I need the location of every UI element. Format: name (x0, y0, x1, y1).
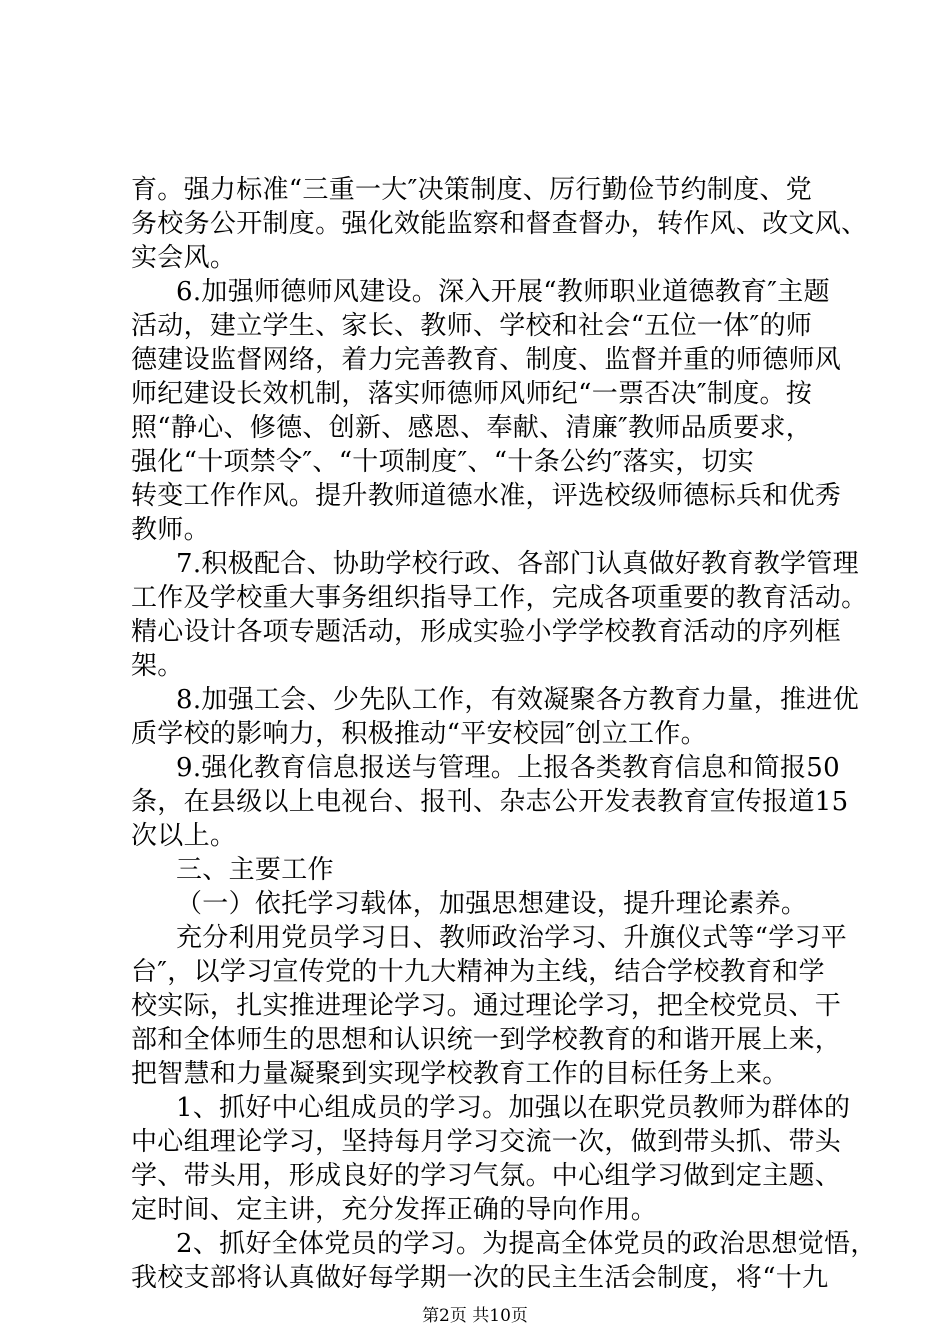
text-line: 务校务公开制度。强化效能监察和督查督办，转作风、改文风、 (131, 209, 868, 239)
text-line: 6.加强师德师风建设。深入开展“教师职业道德教育″主题 (176, 277, 830, 307)
text-line: 1、抓好中心组成员的学习。加强以在职党员教师为群体的 (176, 1093, 851, 1123)
text-line: 我校支部将认真做好每学期一次的民主生活会制度，将“十九 (131, 1263, 829, 1293)
text-line: 条，在县级以上电视台、报刊、杂志公开发表教育宣传报道15 (131, 787, 849, 817)
text-line: 部和全体师生的思想和认识统一到学校教育的和谐开展上来， (131, 1025, 842, 1055)
text-line: 工作及学校重大事务组织指导工作，完成各项重要的教育活动。 (131, 583, 868, 613)
text-line: 质学校的影响力，积极推动“平安校园″创立工作。 (131, 719, 707, 749)
text-line: 8.加强工会、少先队工作，有效凝聚各方教育力量，推进优 (176, 685, 859, 715)
text-line: 转变工作作风。提升教师道德水准，评选校级师德标兵和优秀 (131, 481, 842, 511)
section-heading: 三、主要工作 (176, 855, 334, 885)
text-line: 台″，以学习宣传党的十九大精神为主线，结合学校教育和学 (131, 957, 825, 987)
text-line: 架。 (131, 651, 184, 681)
text-line: 活动，建立学生、家长、教师、学校和社会“五位一体″的师 (131, 311, 813, 341)
text-line: 校实际，扎实推进理论学习。通过理论学习，把全校党员、干 (131, 991, 842, 1021)
text-line: 充分利用党员学习日、教师政治学习、升旗仪式等“学习平 (176, 923, 848, 953)
text-line: 实会风。 (131, 243, 237, 273)
text-line: 次以上。 (131, 821, 237, 851)
text-line: 9.强化教育信息报送与管理。上报各类教育信息和简报50 (176, 753, 840, 783)
text-line: 2、抓好全体党员的学习。为提高全体党员的政治思想觉悟， (176, 1229, 877, 1259)
text-line: 师纪建设长效机制，落实师德师风师纪“一票否决″制度。按 (131, 379, 813, 409)
text-line: 7.积极配合、协助学校行政、各部门认真做好教育教学管理 (176, 549, 859, 579)
text-line: 德建设监督网络，着力完善教育、制度、监督并重的师德师风 (131, 345, 842, 375)
text-line: 中心组理论学习，坚持每月学习交流一次，做到带头抓、带头 (131, 1127, 842, 1157)
text-line: 强化“十项禁令″、“十项制度″、“十条公约″落实，切实 (131, 447, 755, 477)
text-line: 定时间、定主讲，充分发挥正确的导向作用。 (131, 1195, 658, 1225)
text-line: 学、带头用，形成良好的学习气氛。中心组学习做到定主题、 (131, 1161, 842, 1191)
subsection-heading: （一）依托学习载体，加强思想建设，提升理论素养。 (176, 889, 808, 919)
text-line: 把智慧和力量凝聚到实现学校教育工作的目标任务上来。 (131, 1059, 789, 1089)
text-line: 育。强力标准“三重一大″决策制度、厉行勤俭节约制度、党 (131, 175, 813, 205)
text-line: 教师。 (131, 515, 210, 545)
text-line: 照“静心、修德、创新、感恩、奉献、清廉″教师品质要求， (131, 413, 813, 443)
page-number: 第2页 共10页 (422, 1306, 528, 1326)
text-line: 精心设计各项专题活动，形成实验小学学校教育活动的序列框 (131, 617, 842, 647)
